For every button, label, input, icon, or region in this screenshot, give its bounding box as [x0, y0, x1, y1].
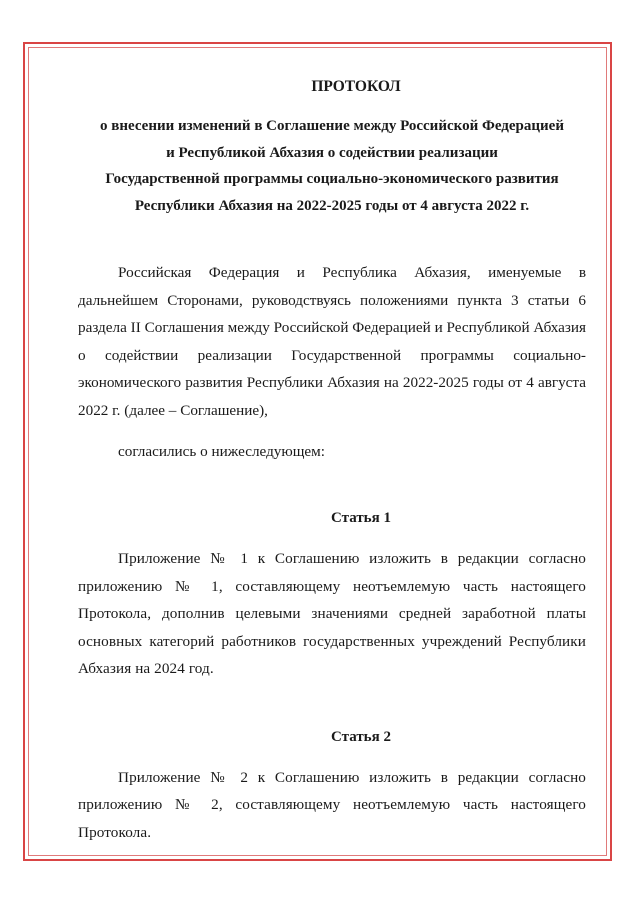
article-2-title: Статья 2 — [331, 728, 391, 745]
agreed-paragraph: согласились о нижеследующем: — [118, 443, 326, 460]
subtitle-line: Государственной программы социально-экономического развития — [105, 171, 559, 187]
document-subtitle — [78, 113, 586, 219]
document-title: ПРОТОКОЛ — [311, 78, 401, 95]
article-1-title: Статья 1 — [331, 510, 391, 526]
subtitle-line: и Республикой Абхазия о содействии реализации — [166, 144, 498, 161]
intro-paragraph: Российская Федерация и Республика Абхазия, именуемые в дальнейшем Сторонами, руководствуясь положениями пункта 3 статьи 6 раздела II Соглашения между Российской Федерацией и Республикой Абхазия о содействии реализации Государственной программы социально-экономического развития Республики Абхазия на 2022-2025 годы от 4 августа 2022 г. (далее – Соглашение), — [78, 264, 586, 419]
subtitle-line: о внесении изменений в Соглашение между Российской Федерацией — [100, 118, 564, 134]
article-1-text: Приложение № 1 к Соглашению изложить в редакции согласно приложению № 1, составляющему неотъемлемую часть настоящего Протокола, дополнив целевыми значениями средней заработной платы основных категорий работников государственных учреждений Республики Абхазия на 2024 год. — [78, 550, 586, 677]
subtitle-line: Республики Абхазия на 2022-2025 годы от 4 августа 2022 г. — [134, 197, 530, 214]
document-content — [78, 76, 586, 846]
article-2-text: Приложение № 2 к Соглашению изложить в редакции согласно приложению № 2, составляющему неотъемлемую часть настоящего Протокола. — [78, 768, 586, 841]
